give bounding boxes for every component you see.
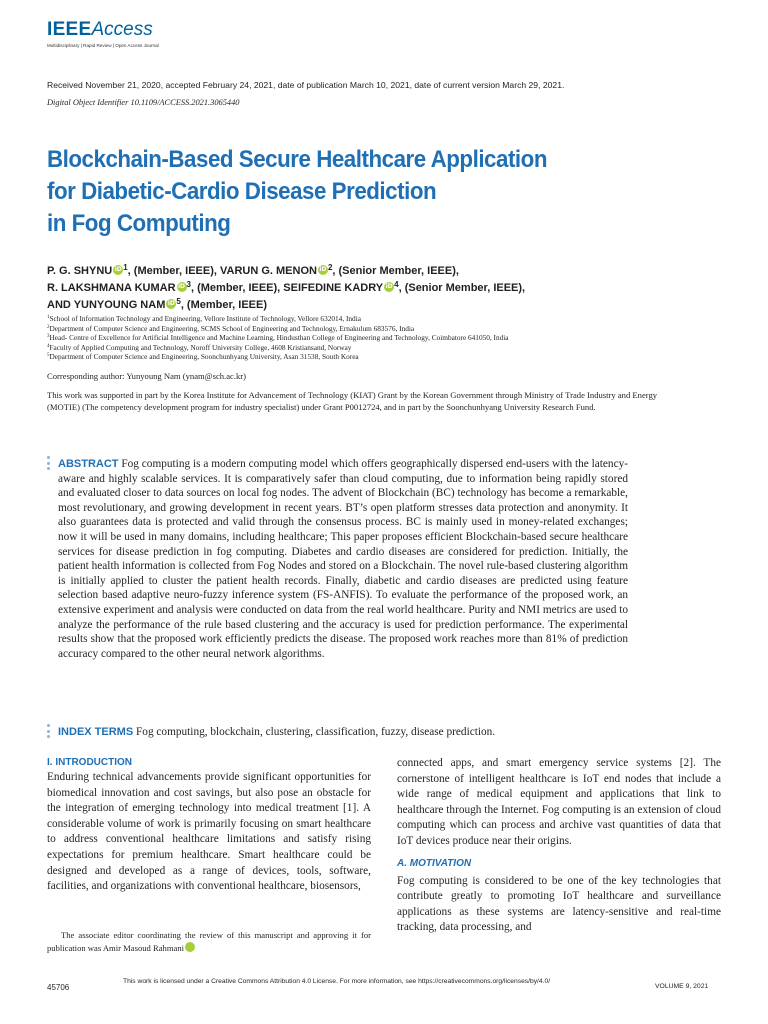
- affiliation-item: [47, 324, 737, 334]
- affiliation-number: 2: [47, 324, 50, 330]
- author-affil-number: 3: [186, 280, 191, 289]
- logo-tagline: Multidisciplinary | Rapid Review | Open Access Journal: [47, 43, 159, 48]
- orcid-icon[interactable]: iD: [178, 283, 186, 290]
- affiliation-number: 4: [47, 343, 50, 349]
- abstract-dots-icon: [47, 456, 51, 473]
- orcid-icon[interactable]: iD: [319, 266, 327, 273]
- author-name: R. LAKSHMANA KUMAR: [47, 282, 176, 294]
- index-terms-dots-icon: [47, 724, 51, 741]
- author-affil-number: 1: [123, 263, 128, 272]
- orcid-icon[interactable]: iD: [114, 266, 122, 273]
- journal-logo: [47, 20, 159, 48]
- author-name: SEIFEDINE KADRY: [283, 282, 384, 294]
- index-terms: [58, 726, 658, 738]
- editor-note: [47, 929, 371, 955]
- affiliation-text: Faculty of Applied Computing and Technology, Noroff University College, 4608 Kristiansand, Norway: [49, 342, 352, 352]
- affiliation-item: [47, 314, 737, 324]
- intro-paragraph: Enduring technical advancements provide significant opportunities for biomedical innovation and cost savings, but also pose an obstacle for the integration of emerging technology into medical treatment [1]. A considerable volume of work is primarily focusing on smart healthcare to address conventional healthcare limitations and satisfy rising expectations for premium healthcare. Smart healthcare could be designed and developed as a range of devices, tools, software, facilities, and organizations with conventional healthcare, biosensors,: [47, 771, 371, 893]
- affiliation-text: School of Information Technology and Engineering, Vellore Institute of Technology, Vellore 632014, India: [49, 314, 361, 323]
- logo-ieee-text: IEEE: [47, 19, 92, 40]
- volume-info: VOLUME 9, 2021: [655, 983, 709, 990]
- author-affil-number: 2: [327, 263, 333, 272]
- intro-paragraph-continued: connected apps, and smart emergency service systems [2]. The cornerstone of intelligent healthcare is IoT end nodes that include a wide range of medical equipment and applications that link to healthcare through the Internet. Fog computing is an extension of cloud computing which can process and archive vast quantities of data that IoT devices produce near their origins.: [397, 757, 721, 847]
- affiliation-item: [47, 343, 737, 353]
- affiliation-text: Department of Computer Science and Engineering, SCMS School of Engineering and Technology, Ernakulum 683576, India: [49, 323, 415, 333]
- paper-title: [47, 144, 679, 240]
- title-line: Blockchain-Based Secure Healthcare Application: [47, 146, 547, 173]
- affiliation-number: 3: [47, 334, 50, 340]
- body-column-left: [47, 756, 371, 895]
- author-role: , (Member, IEEE): [180, 299, 268, 311]
- author-name: VARUN G. MENON: [219, 265, 317, 277]
- author-role: , (Senior Member, IEEE),: [332, 265, 459, 277]
- orcid-icon[interactable]: iD: [385, 283, 393, 290]
- affiliation-number: 1: [47, 315, 50, 320]
- affiliation-text: Department of Computer Science and Engineering, Soonchunhyang University, Asan 31538, South Korea: [49, 352, 359, 362]
- body-column-right: [397, 756, 721, 936]
- author-name: P. G. SHYNU: [47, 265, 113, 277]
- author-name: AND YUNYOUNG NAM: [47, 299, 166, 311]
- affiliation-number: 5: [47, 353, 50, 359]
- page-number: 45706: [47, 983, 70, 992]
- index-terms-text: Fog computing, blockchain, clustering, classification, fuzzy, disease prediction.: [136, 726, 496, 738]
- doi-line: Digital Object Identifier 10.1109/ACCESS.2021.3065440: [47, 98, 240, 107]
- author-affil-number: 4: [394, 280, 399, 289]
- affiliation-item: [47, 352, 737, 362]
- orcid-icon[interactable]: iD: [185, 942, 195, 952]
- author-role: , (Member, IEEE),: [190, 282, 284, 294]
- corresponding-author: Corresponding author: Yunyoung Nam (ynam@sch.ac.kr): [47, 371, 247, 381]
- title-line: in Fog Computing: [47, 210, 231, 237]
- author-role: , (Member, IEEE),: [127, 265, 220, 277]
- abstract-label: ABSTRACT: [58, 458, 119, 470]
- affiliation-item: [47, 333, 737, 343]
- motivation-paragraph: Fog computing is considered to be one of the key technologies that contribute greatly to promoting IoT healthcare and surveillance applications as these systems are latency-sensitive and real-time tracking, data processing, and: [397, 874, 721, 934]
- section-heading: I. INTRODUCTION: [47, 757, 132, 768]
- author-affil-number: 5: [176, 297, 181, 306]
- index-terms-label: INDEX TERMS: [58, 726, 134, 738]
- license-notice: This work is licensed under a Creative Commons Attribution 4.0 License. For more information, see https://creativecommons.org/licenses/by/4.0/: [123, 978, 551, 985]
- funding-statement: This work was supported in part by the Korea Institute for Advancement of Technology (KIAT) Grant by the Korean Government through Ministry of Trade Industry and Energy (MOTIE) (The competency development program for industry specialist) under Grant P0012724, and in part by the Soonchunhyang University Research Fund.: [47, 390, 658, 412]
- editor-note-text: The associate editor coordinating the review of this manuscript and approving it for publication was Amir Masoud Rahmani: [47, 930, 371, 953]
- received-dates: Received November 21, 2020, accepted February 24, 2021, date of publication March 10, 2021, date of current version March 29, 2021.: [47, 80, 565, 90]
- author-list: [47, 263, 747, 314]
- abstract: [58, 457, 628, 661]
- subsection-heading: A. MOTIVATION: [397, 857, 472, 869]
- author-role: , (Senior Member, IEEE),: [398, 282, 526, 294]
- logo-access-text: Access: [91, 19, 153, 40]
- affiliation-list: [47, 314, 737, 362]
- title-line: for Diabetic-Cardio Disease Prediction: [47, 178, 437, 205]
- affiliation-text: Head- Centre of Excellence for Artificial Intelligence and Machine Learning, Hindusthan College of Engineering and Technology, Coimbatore 641050, India: [49, 333, 509, 343]
- orcid-icon[interactable]: iD: [167, 300, 175, 307]
- abstract-text: Fog computing is a modern computing model which offers geographically dispersed end-users with the latency-aware and highly scalable services. It is comparatively safer than cloud computing, due to information being rapidly stored and evaluated closer to data sources on local fog nodes. The advent of Blockchain (BC) technology has become a remarkable, most revolutionary, and growing development in recent years. BT’s open platform stresses data protection and anonymity. It also guarantees data is protected and valid through the consensus process. BC is mainly used in money-related exchanges; now it will be used in many domains, including healthcare; This paper proposes efficient Blockchain-based secure healthcare services for disease prediction in fog computing. Diabetes and cardio diseases are considered for prediction. Initially, the patient health information is collected from Fog Nodes and stored on a Blockchain. The novel rule-based clustering algorithm is initially applied to cluster the patient health records. Finally, diabetic and cardio diseases are predicted using feature selection based adaptive neuro-fuzzy inference system (FS-ANFIS). To evaluate the performance of the proposed work, an extensive experiment and analysis were conducted on data from the real world healthcare. Purity and NMI metrics are used to analyze the performance of the rule based clustering and the accuracy is used for prediction performance. The experimental results show that the proposed work efficiently predicts the disease. The proposed work reaches more than 81% of prediction accuracy compared to the other neural network algorithms.: [58, 458, 628, 660]
